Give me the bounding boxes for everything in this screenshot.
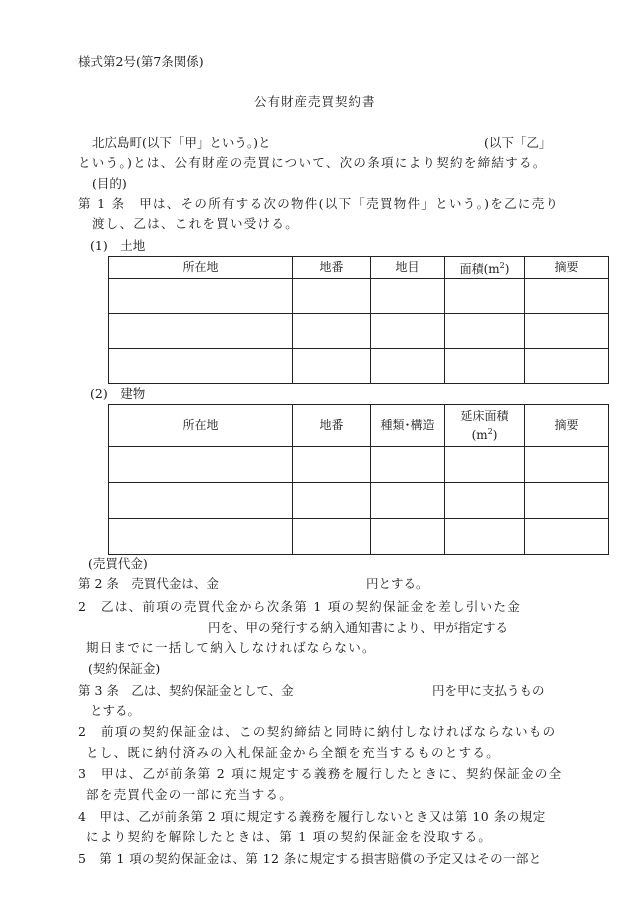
table-cell[interactable] bbox=[293, 279, 371, 314]
table-row bbox=[109, 349, 609, 384]
building-header-type-structure: 種類･構造 bbox=[371, 405, 445, 447]
article3-heading: (契約保証金) bbox=[88, 661, 161, 676]
table-cell[interactable] bbox=[525, 519, 609, 555]
land-header-remarks: 摘要 bbox=[525, 257, 609, 279]
land-header-land-category: 地目 bbox=[371, 257, 445, 279]
table-row bbox=[109, 447, 609, 483]
table-cell[interactable] bbox=[109, 483, 293, 519]
table-cell[interactable] bbox=[109, 314, 293, 349]
table-cell[interactable] bbox=[371, 349, 445, 384]
article3-p4-line1: 4 甲は、乙が前条第 2 項に規定する義務を履行しないとき又は第 10 条の規定 bbox=[78, 809, 546, 824]
article3-p5-line1: 5 第 1 項の契約保証金は、第 12 条に規定する損害賠償の予定又はその一部と bbox=[78, 851, 542, 866]
form-number: 様式第2号(第7条関係) bbox=[78, 54, 204, 69]
building-table-header bbox=[109, 405, 609, 447]
article3-line2: とする。 bbox=[90, 703, 141, 718]
article1-line1: 第 1 条 甲は、その所有する次の物件(以下「売買物件」という。)を乙に売り bbox=[78, 196, 560, 211]
document-title: 公有財産売買契約書 bbox=[254, 94, 376, 109]
article2-p2-line2: 円を、甲の発行する納入通知書により、甲が指定する bbox=[208, 620, 509, 635]
building-label: (2) 建物 bbox=[90, 386, 146, 401]
table-cell[interactable] bbox=[371, 279, 445, 314]
table-cell[interactable] bbox=[445, 519, 525, 555]
floor-area-unit: $(m^2)$ bbox=[471, 426, 498, 442]
table-cell[interactable] bbox=[525, 314, 609, 349]
article2-p2-line1: 2 乙は、前項の売買代金から次条第 1 項の契約保証金を差し引いた金 bbox=[78, 599, 522, 614]
article2-line1-b: 円とする。 bbox=[366, 576, 429, 591]
article3-p3-line2: 部を売買代金の一部に充当する。 bbox=[86, 787, 294, 802]
table-cell[interactable] bbox=[445, 447, 525, 483]
table-cell[interactable] bbox=[525, 483, 609, 519]
article3-line1-a: 第 3 条 乙は、契約保証金として、金 bbox=[78, 683, 294, 698]
building-header-floor-area bbox=[445, 405, 525, 447]
table-cell[interactable] bbox=[109, 447, 293, 483]
building-header-location: 所在地 bbox=[109, 405, 293, 447]
table-cell[interactable] bbox=[371, 519, 445, 555]
table-cell[interactable] bbox=[445, 349, 525, 384]
table-cell[interactable] bbox=[293, 519, 371, 555]
table-cell[interactable] bbox=[525, 447, 609, 483]
table-row bbox=[109, 314, 609, 349]
article3-p2-line1: 2 前項の契約保証金は、この契約締結と同時に納付しなければならないもの bbox=[78, 724, 557, 739]
table-row bbox=[109, 279, 609, 314]
article3-p2-line2: とし、既に納付済みの入札保証金から全額を充当するものとする。 bbox=[86, 745, 501, 760]
article3-line1-b: 円を甲に支払うもの bbox=[432, 683, 545, 698]
preamble-line1-a: 北広島町(以下「甲」という。)と bbox=[92, 135, 271, 150]
table-cell[interactable] bbox=[109, 519, 293, 555]
building-header-remarks: 摘要 bbox=[525, 405, 609, 447]
table-row bbox=[109, 519, 609, 555]
table-cell[interactable] bbox=[445, 483, 525, 519]
table-cell[interactable] bbox=[109, 279, 293, 314]
table-cell[interactable] bbox=[525, 279, 609, 314]
table-cell[interactable] bbox=[525, 349, 609, 384]
land-label: (1) 土地 bbox=[90, 238, 146, 253]
article3-p3-line1: 3 甲は、乙が前条第 2 項に規定する義務を履行したときに、契約保証金の全 bbox=[78, 766, 563, 781]
table-cell[interactable] bbox=[371, 314, 445, 349]
table-cell[interactable] bbox=[293, 447, 371, 483]
article2-line1-a: 第 2 条 売買代金は、金 bbox=[78, 576, 219, 591]
land-header-area: 面積$(m^2)$ bbox=[445, 257, 525, 279]
floor-area-label: 延床面積 bbox=[460, 408, 509, 423]
table-cell[interactable] bbox=[293, 349, 371, 384]
table-cell[interactable] bbox=[445, 279, 525, 314]
article1-heading: (目的) bbox=[92, 176, 127, 191]
land-table-header bbox=[109, 257, 609, 279]
table-cell[interactable] bbox=[293, 483, 371, 519]
article3-p4-line2: により契約を解除したときは、第 1 項の契約保証金を没取する。 bbox=[86, 829, 493, 844]
article1-line2: 渡し、乙は、これを買い受ける。 bbox=[92, 216, 300, 231]
table-cell[interactable] bbox=[371, 483, 445, 519]
table-cell[interactable] bbox=[445, 314, 525, 349]
land-header-lot-number: 地番 bbox=[293, 257, 371, 279]
building-header-lot-number: 地番 bbox=[293, 405, 371, 447]
table-row bbox=[109, 483, 609, 519]
preamble-line2: という。)とは、公有財産の売買について、次の条項により契約を締結する。 bbox=[78, 155, 547, 170]
building-table bbox=[108, 404, 609, 555]
land-header-location: 所在地 bbox=[109, 257, 293, 279]
table-cell[interactable] bbox=[371, 447, 445, 483]
table-cell[interactable] bbox=[109, 349, 293, 384]
article2-heading: (売買代金) bbox=[88, 556, 148, 571]
table-cell[interactable] bbox=[293, 314, 371, 349]
land-table bbox=[108, 256, 609, 384]
preamble-line1-b: (以下「乙」 bbox=[484, 135, 552, 150]
article2-p2-line3: 期日までに一括して納入しなければならない。 bbox=[86, 640, 376, 655]
